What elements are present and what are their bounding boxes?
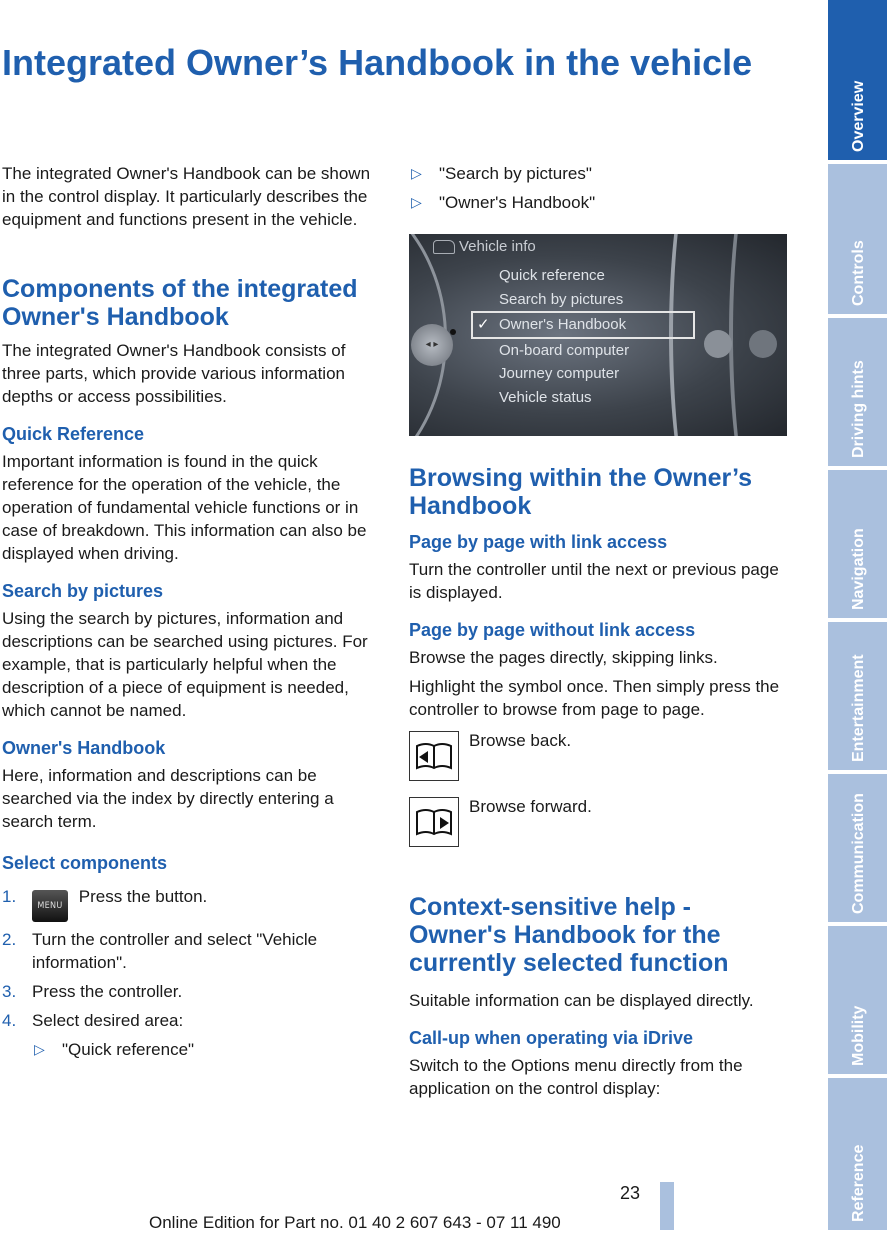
tab-label: Controls bbox=[850, 240, 867, 306]
step-3 bbox=[2, 980, 380, 1003]
quick-reference-heading: Quick Reference bbox=[2, 424, 145, 444]
step-number: 4. bbox=[2, 1011, 17, 1030]
intro-text: The integrated Owner's Handbook can be shown in the control display. It particularly describes the equipment and functions present in the vehicle. bbox=[2, 164, 371, 229]
car-icon bbox=[433, 240, 455, 254]
page-number-bar bbox=[660, 1182, 674, 1230]
tab-label: Mobility bbox=[850, 1005, 867, 1066]
step-number: 3. bbox=[2, 982, 17, 1001]
pointer-dot bbox=[450, 329, 456, 335]
tab-navigation[interactable] bbox=[828, 470, 887, 618]
tab-label: Navigation bbox=[850, 528, 867, 610]
option-button-icon bbox=[749, 330, 777, 358]
search-by-pictures-heading: Search by pictures bbox=[2, 581, 164, 601]
tab-communication[interactable] bbox=[828, 774, 887, 922]
quick-reference-text: Important information is found in the quick reference for the operation of the vehicle, the operation of fundamental vehicle functions or in case of breakdown. This information can also be displayed when driving. bbox=[2, 452, 367, 563]
tab-reference[interactable] bbox=[828, 1078, 887, 1230]
left-column bbox=[2, 162, 380, 1067]
with-link-text: Turn the controller until the next or previous page is displayed. bbox=[409, 560, 779, 602]
screen-menu-label: Owner's Handbook bbox=[499, 316, 627, 334]
without-link-text-1: Browse the pages directly, skipping links. bbox=[409, 648, 718, 667]
browse-forward-label: Browse forward. bbox=[469, 797, 592, 816]
triangle-bullet-icon: ▷ bbox=[411, 165, 422, 181]
components-text: The integrated Owner's Handbook consists of three parts, which provide various information depths or access possibilities. bbox=[2, 341, 346, 406]
step-2 bbox=[2, 928, 380, 974]
check-icon: ✓ bbox=[477, 316, 490, 334]
without-link-text-2: Highlight the symbol once. Then simply press the controller to browse from page to page. bbox=[409, 677, 780, 719]
step-number: 1. bbox=[2, 887, 17, 906]
context-help-heading: Context-sensitive help - Owner's Handbook for the currently selected function bbox=[409, 893, 729, 977]
area-text: "Search by pictures" bbox=[439, 164, 592, 183]
screen-menu bbox=[477, 264, 695, 410]
tab-label: Reference bbox=[850, 1144, 867, 1222]
search-by-pictures-text: Using the search by pictures, information and descriptions can be searched using pictures. For example, that is particularly helpful when the description of a piece of equipment is needed, which cannot be named. bbox=[2, 609, 368, 720]
screen-menu-item: On-board computer bbox=[499, 341, 630, 359]
control-display-screenshot bbox=[409, 234, 787, 436]
step-text: Turn the controller and select "Vehicle information". bbox=[32, 930, 318, 972]
tab-mobility[interactable] bbox=[828, 926, 887, 1074]
tab-driving-hints[interactable] bbox=[828, 318, 887, 466]
owners-handbook-heading: Owner's Handbook bbox=[2, 738, 166, 758]
browse-forward-row bbox=[409, 797, 787, 853]
select-components-heading: Select components bbox=[2, 853, 168, 873]
with-link-heading: Page by page with link access bbox=[409, 532, 668, 552]
context-help-text: Suitable information can be displayed directly. bbox=[409, 991, 754, 1010]
call-up-text: Switch to the Options menu directly from the application on the control display: bbox=[409, 1056, 743, 1098]
without-link-heading: Page by page without link access bbox=[409, 620, 696, 640]
book-forward-icon bbox=[409, 797, 459, 847]
call-up-heading: Call-up when operating via iDrive bbox=[409, 1028, 694, 1048]
controller-knob-icon: ◂ ▸ bbox=[411, 324, 453, 366]
browse-back-label: Browse back. bbox=[469, 731, 572, 750]
step-text: Press the button. bbox=[78, 887, 208, 906]
area-text: "Owner's Handbook" bbox=[439, 193, 596, 212]
owners-handbook-text: Here, information and descriptions can be searched via the index by directly entering a search term. bbox=[2, 766, 334, 831]
step-text: Select desired area: bbox=[32, 1011, 184, 1030]
tab-label: Overview bbox=[850, 80, 867, 152]
area-text: "Quick reference" bbox=[62, 1040, 195, 1059]
area-item-quick-reference bbox=[2, 1038, 380, 1061]
right-column bbox=[409, 162, 787, 1106]
step-4 bbox=[2, 1009, 380, 1032]
area-item-search-by-pictures bbox=[379, 162, 787, 185]
screen-menu-item: Quick reference bbox=[499, 267, 605, 284]
option-button-icon bbox=[704, 330, 732, 358]
screen-menu-item-selected bbox=[471, 311, 695, 339]
page-title: Integrated Owner’s Handbook in the vehicle bbox=[2, 42, 753, 83]
step-number: 2. bbox=[2, 930, 17, 949]
tab-label: Communication bbox=[850, 793, 867, 914]
step-text: Press the controller. bbox=[32, 982, 183, 1001]
tab-label: Entertainment bbox=[850, 654, 867, 762]
step-1 bbox=[2, 885, 380, 922]
tab-label: Driving hints bbox=[850, 360, 867, 458]
screen-title: Vehicle info bbox=[459, 238, 536, 255]
triangle-bullet-icon: ▷ bbox=[411, 194, 422, 210]
browse-back-row bbox=[409, 731, 787, 787]
screen-menu-item: Search by pictures bbox=[499, 290, 624, 308]
tab-controls[interactable] bbox=[828, 164, 887, 314]
screen-menu-item: Vehicle status bbox=[499, 388, 592, 406]
footer-text: Online Edition for Part no. 01 40 2 607 643 - 07 11 490 bbox=[149, 1213, 561, 1232]
area-item-owners-handbook bbox=[379, 191, 787, 214]
tab-overview[interactable] bbox=[828, 0, 887, 160]
triangle-bullet-icon: ▷ bbox=[34, 1041, 45, 1057]
screen-menu-item: Journey computer bbox=[499, 365, 620, 383]
page-number: 23 bbox=[620, 1183, 641, 1203]
menu-button-icon: MENU bbox=[32, 890, 68, 922]
section-tab-bar bbox=[828, 0, 887, 1230]
browsing-heading: Browsing within the Owner’s Handbook bbox=[409, 464, 753, 520]
book-back-icon bbox=[409, 731, 459, 781]
components-heading: Components of the integrated Owner's Handbook bbox=[2, 275, 358, 331]
tab-entertainment[interactable] bbox=[828, 622, 887, 770]
